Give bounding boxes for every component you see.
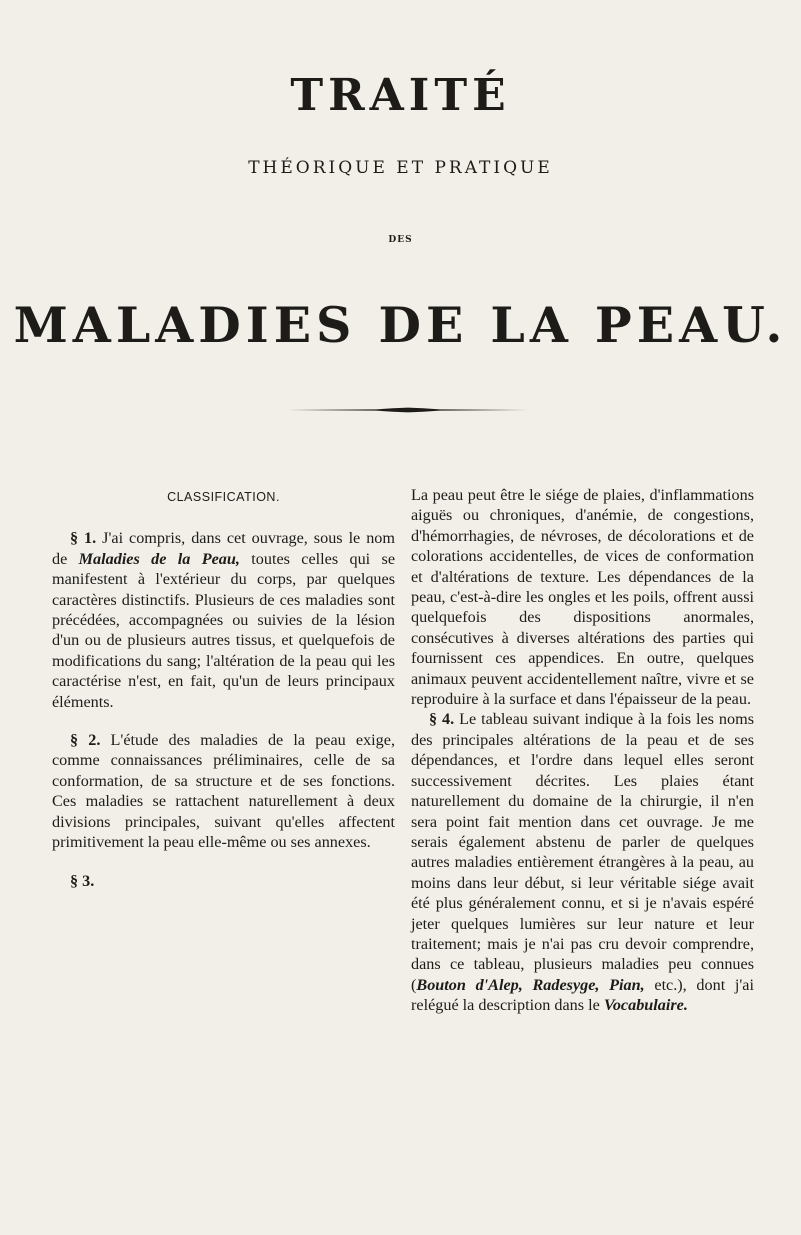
- paragraph-1-text-a: J'ai compris, dans cet ouvrage, sous le nom de: [52, 529, 395, 568]
- left-column: [52, 485, 395, 891]
- section-heading: CLASSIFICATION.: [167, 490, 280, 504]
- paragraph-2-text: L'étude des maladies de la peau exige, comme connaissances préliminaires, celle de sa conformation, de sa structure et de ses fonctions. Ces maladies se rattachent naturellement à deux divisions principales, suivant qu'elles affectent primitivement la peau elle-même ou ses annexes.: [52, 731, 396, 852]
- paragraph-1-text-b: toutes celles qui se manifestent à l'extérieur du corps, par quelques caractères distinctifs. Plusieurs de ces maladies sont précédées, accompagnées ou suivies de la lésion d'un ou de plusieurs autres tissus, et quelquefois de modifications du sang; l'altération de la peau qui les caractérise n'est, en fait, qu'un de leurs principaux éléments.: [52, 549, 396, 711]
- paragraph-1: [52, 528, 395, 712]
- title-maladies-de-la-peau: MALADIES DE LA PEAU.: [13, 296, 788, 354]
- paragraph-4-emphasis-names: Bouton d'Alep, Radesyge, Pian,: [416, 975, 645, 994]
- paragraph-1-emphasis: Maladies de la Peau,: [78, 549, 240, 568]
- ornamental-rule: [288, 406, 528, 414]
- title-theorique-et-pratique: THÉORIQUE ET PRATIQUE: [248, 158, 553, 178]
- paragraph-4-emphasis-vocabulaire: Vocabulaire.: [603, 996, 688, 1015]
- paragraph-4-text-b: etc.), dont j'ai relégué la description dans le: [411, 975, 754, 1015]
- section-number-2: § 2.: [70, 731, 101, 750]
- section-number-1: § 1.: [70, 529, 97, 548]
- title-des: DES: [388, 235, 413, 245]
- paragraph-3: [52, 871, 395, 891]
- paragraph-2: [52, 730, 395, 852]
- paragraph-3-continued: La peau peut être le siége de plaies, d'inflammations aiguës ou chroniques, d'anémie, de congestions, d'hémorrhagies, de névroses, de décolorations et de colorations accidentelles, de vices de conformation et d'altérations de texture. Les dépendances de la peau, c'est-à-dire les ongles et les poils, offrent aussi quelquefois des dispositions anormales, consécutives à diverses altérations des parties qui fournissent ces appendices. En outre, quelques animaux peuvent accidentellement naître, vivre et se reproduire à la surface et dans l'épaisseur de la peau.: [411, 486, 754, 709]
- title-traite: TRAITÉ: [290, 70, 511, 121]
- section-number-3: § 3.: [70, 871, 95, 890]
- paragraph-4-text-a: Le tableau suivant indique à la fois les noms des principales altérations de la peau et de ses dépendances, et l'ordre dans lequel elles seront successivement décrites. Les plaies étant naturellement du domaine de la chirurgie, il n'en sera point fait mention dans cet ouvrage. Je me serais également abstenu de parler de quelques autres maladies entièrement étrangères à la peau, au moins dans leur début, si leur véritable siége avait été plus généralement connu, et si je n'avais espéré jeter quelques lumières sur leur nature et leur traitement; mais je n'ai pas cru devoir comprendre, dans ce tableau, plusieurs maladies peu connues (: [411, 710, 754, 994]
- paragraph-4: [411, 709, 754, 1015]
- section-number-4: § 4.: [429, 710, 455, 729]
- right-column: [411, 485, 754, 1016]
